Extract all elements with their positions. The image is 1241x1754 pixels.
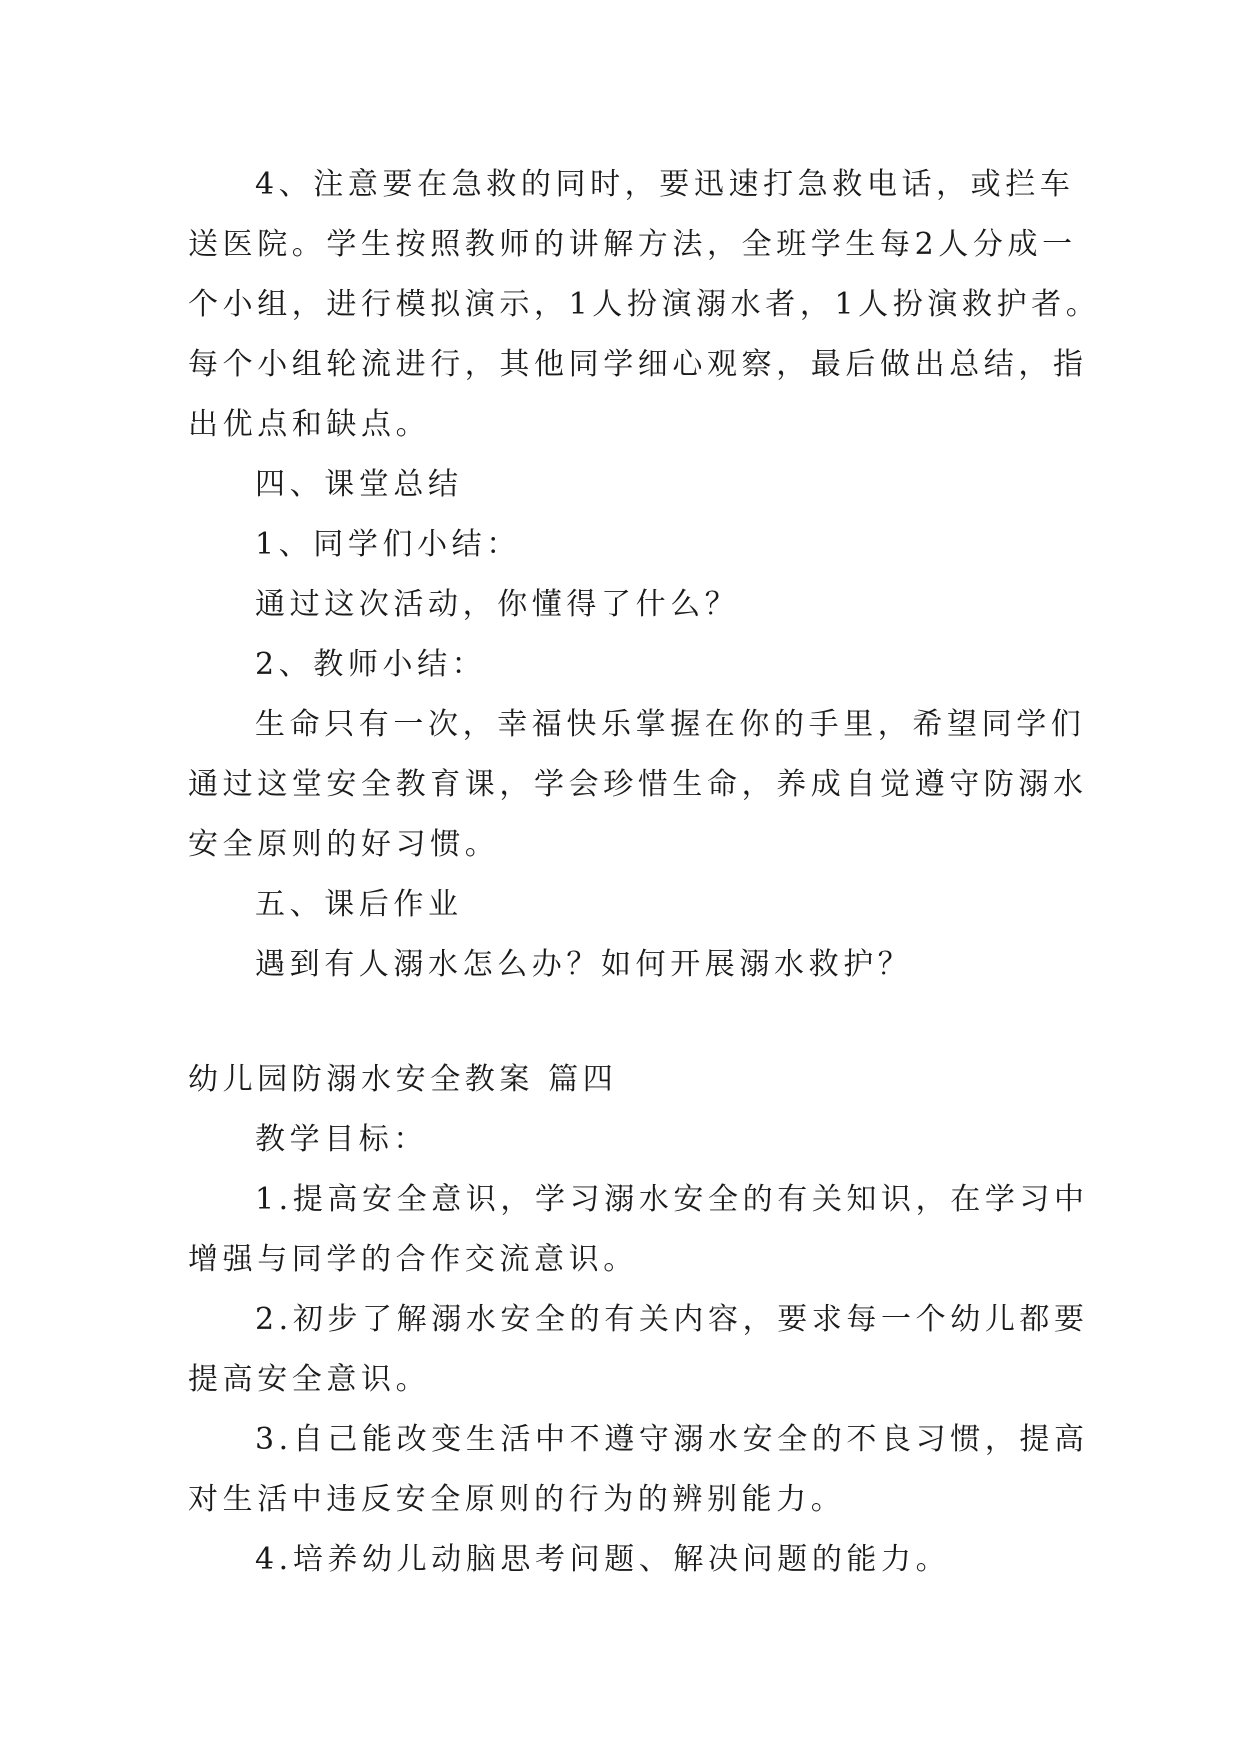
paragraph-line: 提高安全意识。: [188, 1362, 431, 1397]
paragraph-line: 出优点和缺点。: [188, 407, 431, 442]
paragraph-line: 每个小组轮流进行，其他同学细心观察，最后做出总结，指: [188, 347, 1088, 382]
paragraph-first-aid-step4: 4、注意要在急救的同时，要迅速打急救电话，或拦车: [255, 167, 1075, 202]
goal-item-4: 4.培养幼儿动脑思考问题、解决问题的能力。: [255, 1542, 951, 1577]
goal-item-2: 2.初步了解溺水安全的有关内容，要求每一个幼儿都要: [255, 1302, 1089, 1337]
subheading-student-summary: 1、同学们小结：: [255, 527, 521, 562]
paragraph-line: 个小组，进行模拟演示，1人扮演溺水者，1人扮演救护者。: [188, 287, 1101, 322]
paragraph-line: 对生活中违反安全原则的行为的辨别能力。: [188, 1482, 846, 1517]
paragraph-line: 通过这堂安全教育课，学会珍惜生命，养成自觉遵守防溺水: [188, 767, 1088, 802]
paragraph-line: 增强与同学的合作交流意识。: [188, 1242, 638, 1277]
paragraph-homework: 遇到有人溺水怎么办？如何开展溺水救护？: [255, 947, 913, 982]
chapter-title: 幼儿园防溺水安全教案 篇四: [188, 1062, 618, 1097]
goal-item-1: 1.提高安全意识，学习溺水安全的有关知识，在学习中: [255, 1182, 1089, 1217]
subheading-teaching-goals: 教学目标：: [255, 1122, 428, 1157]
subheading-teacher-summary: 2、教师小结：: [255, 647, 487, 682]
paragraph-question: 通过这次活动，你懂得了什么？: [255, 587, 740, 622]
paragraph-line: 送医院。学生按照教师的讲解方法，全班学生每2人分成一: [188, 227, 1077, 262]
paragraph-line: 安全原则的好习惯。: [188, 827, 500, 862]
paragraph-teacher-summary: 生命只有一次，幸福快乐掌握在你的手里，希望同学们: [255, 707, 1086, 742]
section-heading-homework: 五、课后作业: [255, 887, 463, 922]
goal-item-3: 3.自己能改变生活中不遵守溺水安全的不良习惯，提高: [255, 1422, 1089, 1457]
section-heading-summary: 四、课堂总结: [255, 467, 463, 502]
